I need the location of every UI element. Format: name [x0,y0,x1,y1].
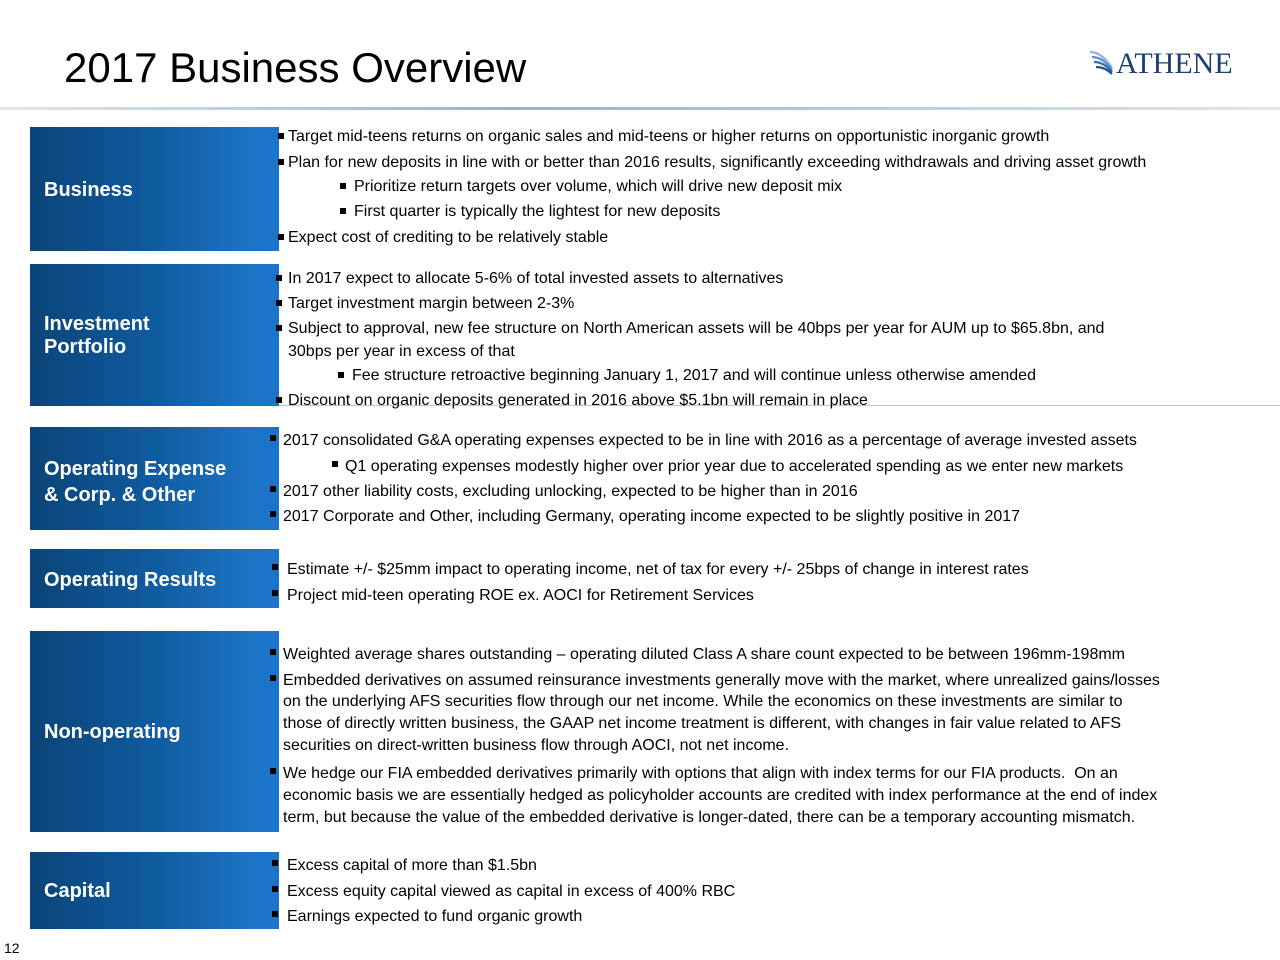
company-logo [1088,46,1258,82]
bullet-marker [278,133,284,139]
bullet-marker [272,564,278,570]
bullet-marker [338,372,344,378]
section-tab [249,127,279,251]
bullet-text: 30bps per year in excess of that [288,343,515,360]
bullet-text: Weighted average shares outstanding – operating diluted Class A share count expected to be between 196mm-198mm [283,646,1126,663]
bullet-text: economic basis we are essentially hedged as policyholder accounts are credited with index performance at the end of index [283,787,1158,804]
bullet-text: 2017 other liability costs, excluding unlocking, expected to be higher than in 2016 [283,483,858,500]
bullet-marker [272,911,278,917]
section-label: Investment Portfolio [44,313,150,358]
bullet-marker [278,234,284,240]
section-label: Business [44,179,133,201]
bullet-marker [270,511,276,517]
bullet-marker [276,397,282,403]
section-label: Operating Expense & Corp. & Other [44,458,227,506]
bullet-text: term, but because the value of the embedded derivative is longer-dated, there can be a temporary accounting mismatch. [283,809,1136,826]
bullet-marker [272,886,278,892]
bullet-text: 2017 Corporate and Other, including Germany, operating income expected to be slightly positive in 2017 [283,508,1021,525]
bullet-text: Earnings expected to fund organic growth [287,908,583,925]
bullet-text: on the underlying AFS securities flow through our net income. While the economics on these investments are similar to [283,693,1123,710]
bullet-text: Prioritize return targets over volume, which will drive new deposit mix [354,178,843,195]
bullet-marker [272,590,278,596]
bullet-text: 2017 consolidated G&A operating expenses expected to be in line with 2016 as a percentage of average invested assets [283,432,1137,449]
bullet-text: securities on direct-written business flow through AOCI, not net income. [283,737,790,754]
bullet-marker [270,768,276,774]
bullet-marker [270,435,276,441]
title-divider [0,107,1280,110]
bullet-text: Target mid-teens returns on organic sales and mid-teens or higher returns on opportunistic inorganic growth [288,128,1050,145]
bullet-marker [332,461,338,467]
bullet-text: Fee structure retroactive beginning January 1, 2017 and will continue unless otherwise amended [352,367,1036,384]
bullet-marker [276,325,282,331]
bullet-text: Expect cost of crediting to be relatively stable [288,229,609,246]
bullet-text: We hedge our FIA embedded derivatives primarily with options that align with index terms for our FIA products. On an [283,765,1118,782]
bullet-marker [272,860,278,866]
bullet-marker [276,275,282,281]
bullet-marker [340,208,346,214]
bullet-marker [276,300,282,306]
section-tab [249,264,279,406]
bullet-text: In 2017 expect to allocate 5-6% of total invested assets to alternatives [288,270,784,287]
bullet-marker [270,486,276,492]
bullet-text: Embedded derivatives on assumed reinsurance investments generally move with the market, where unrealized gains/losses [283,672,1160,689]
page-title: 2017 Business Overview [64,44,527,91]
athene-swoosh-icon [1088,46,1116,82]
bullet-text: Q1 operating expenses modestly higher over prior year due to accelerated spending as we enter new markets [345,458,1124,475]
bullet-text: Excess capital of more than $1.5bn [287,857,537,874]
bullet-text: Plan for new deposits in line with or better than 2016 results, significantly exceeding withdrawals and driving asset growth [288,154,1147,171]
bullet-text: Discount on organic deposits generated in 2016 above $5.1bn will remain in place [288,392,868,409]
logo-wordmark: ATHENE [1116,47,1233,80]
bullet-text: Project mid-teen operating ROE ex. AOCI for Retirement Services [287,587,754,604]
bullet-marker [270,675,276,681]
bullet-marker [278,159,284,165]
section-label: Non-operating [44,721,181,743]
section-label: Capital [44,880,111,902]
bullet-marker [340,183,346,189]
bullet-text: Estimate +/- $25mm impact to operating income, net of tax for every +/- 25bps of change in interest rates [287,561,1029,578]
bullet-text: those of directly written business, the GAAP net income treatment is different, with changes in fair value related to AFS [283,715,1122,732]
bullet-text: First quarter is typically the lightest for new deposits [354,203,721,220]
page-number: 12 [4,940,20,956]
bullet-text: Target investment margin between 2-3% [288,295,575,312]
section-tab [249,549,279,608]
bullet-marker [270,649,276,655]
section-label: Operating Results [44,569,217,591]
bullet-text: Excess equity capital viewed as capital in excess of 400% RBC [287,883,736,900]
section-tab [249,631,279,832]
bullet-text: Subject to approval, new fee structure on North American assets will be 40bps per year for AUM up to $65.8bn, and [288,320,1105,337]
